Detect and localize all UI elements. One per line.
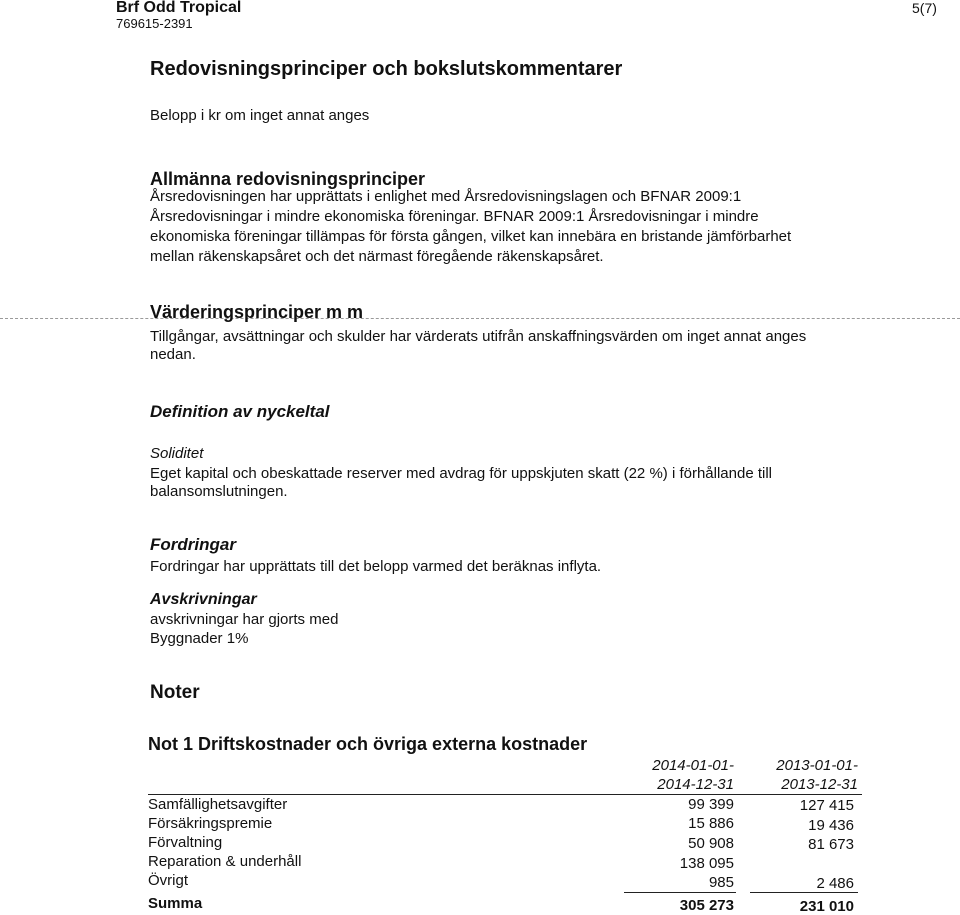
total-value-2014: 305 273 bbox=[679, 897, 734, 914]
row-label: Reparation & underhåll bbox=[148, 853, 302, 870]
row-value-2013: 19 436 bbox=[808, 817, 854, 834]
row-value-2013: 127 415 bbox=[799, 797, 854, 814]
general-principles-heading: Allmänna redovisningsprinciper bbox=[150, 169, 426, 189]
page-title: Redovisningsprinciper och bokslutskommentarer bbox=[150, 58, 623, 80]
valuation-principles-line-1: Tillgångar, avsättningar och skulder har värderats utifrån anskaffningsvärden om inget annat anges bbox=[150, 328, 807, 345]
page-number: 5(7) bbox=[912, 0, 937, 16]
general-principles-line-1: Årsredovisningen har upprättats i enlighet med Årsredovisningslagen och BFNAR 2009:1 bbox=[150, 188, 742, 205]
row-label: Övrigt bbox=[148, 872, 189, 889]
solidity-subheading: Soliditet bbox=[150, 445, 204, 462]
dashed-divider bbox=[0, 318, 960, 319]
valuation-principles-line-2: nedan. bbox=[150, 346, 196, 363]
solidity-line-1: Eget kapital och obeskattade reserver med avdrag för uppskjuten skatt (22 %) i förhållande till bbox=[150, 465, 773, 482]
page-subtitle: Belopp i kr om inget annat anges bbox=[150, 107, 370, 124]
key-figures-heading: Definition av nyckeltal bbox=[150, 402, 330, 421]
general-principles-line-4: mellan räkenskapsåret och det närmast föregående räkenskapsåret. bbox=[150, 248, 604, 265]
note-1-number: Not 1 bbox=[148, 734, 193, 754]
organization-number: 769615-2391 bbox=[116, 16, 193, 31]
row-value-2014: 985 bbox=[708, 874, 734, 891]
sum-rule-2013 bbox=[750, 892, 858, 893]
general-principles-line-2: Årsredovisningar i mindre ekonomiska föreningar. BFNAR 2009:1 Årsredovisningar i mindre bbox=[150, 208, 759, 225]
note-1-title bbox=[148, 734, 587, 755]
note-1-title-text: Driftskostnader och övriga externa kostnader bbox=[198, 734, 588, 754]
general-principles-line-3: ekonomiska föreningar tillämpas för första gången, vilket kan innebära en bristande jämförbarhet bbox=[150, 228, 792, 245]
receivables-text: Fordringar har upprättats till det belopp varmed det beräknas inflyta. bbox=[150, 558, 602, 575]
receivables-heading: Fordringar bbox=[150, 535, 236, 554]
sum-rule-2014 bbox=[624, 892, 736, 893]
row-value-2014: 50 908 bbox=[688, 835, 734, 852]
valuation-principles-heading: Värderingsprinciper m m bbox=[150, 302, 364, 322]
row-value-2013: 2 486 bbox=[816, 875, 854, 892]
row-value-2014: 99 399 bbox=[688, 796, 734, 813]
depreciation-line-1: avskrivningar har gjorts med bbox=[150, 611, 339, 628]
depreciation-heading: Avskrivningar bbox=[150, 591, 257, 608]
table-header-rule bbox=[148, 794, 862, 795]
row-label: Försäkringspremie bbox=[148, 815, 273, 832]
solidity-line-2: balansomslutningen. bbox=[150, 483, 288, 500]
row-value-2013: 81 673 bbox=[808, 836, 854, 853]
row-label: Samfällighetsavgifter bbox=[148, 796, 288, 813]
column-2014-header-line-2: 2014-12-31 bbox=[657, 776, 734, 793]
total-value-2013: 231 010 bbox=[799, 898, 854, 915]
column-2013-header-line-2: 2013-12-31 bbox=[781, 776, 858, 793]
row-label: Förvaltning bbox=[148, 834, 223, 851]
depreciation-line-2: Byggnader 1% bbox=[150, 630, 249, 647]
total-label: Summa bbox=[148, 895, 203, 912]
row-value-2014: 138 095 bbox=[679, 855, 734, 872]
notes-heading: Noter bbox=[150, 682, 200, 703]
row-value-2014: 15 886 bbox=[688, 815, 734, 832]
column-2013-header-line-1: 2013-01-01- bbox=[776, 757, 858, 774]
column-2014-header-line-1: 2014-01-01- bbox=[652, 757, 734, 774]
organization-name: Brf Odd Tropical bbox=[116, 0, 242, 16]
